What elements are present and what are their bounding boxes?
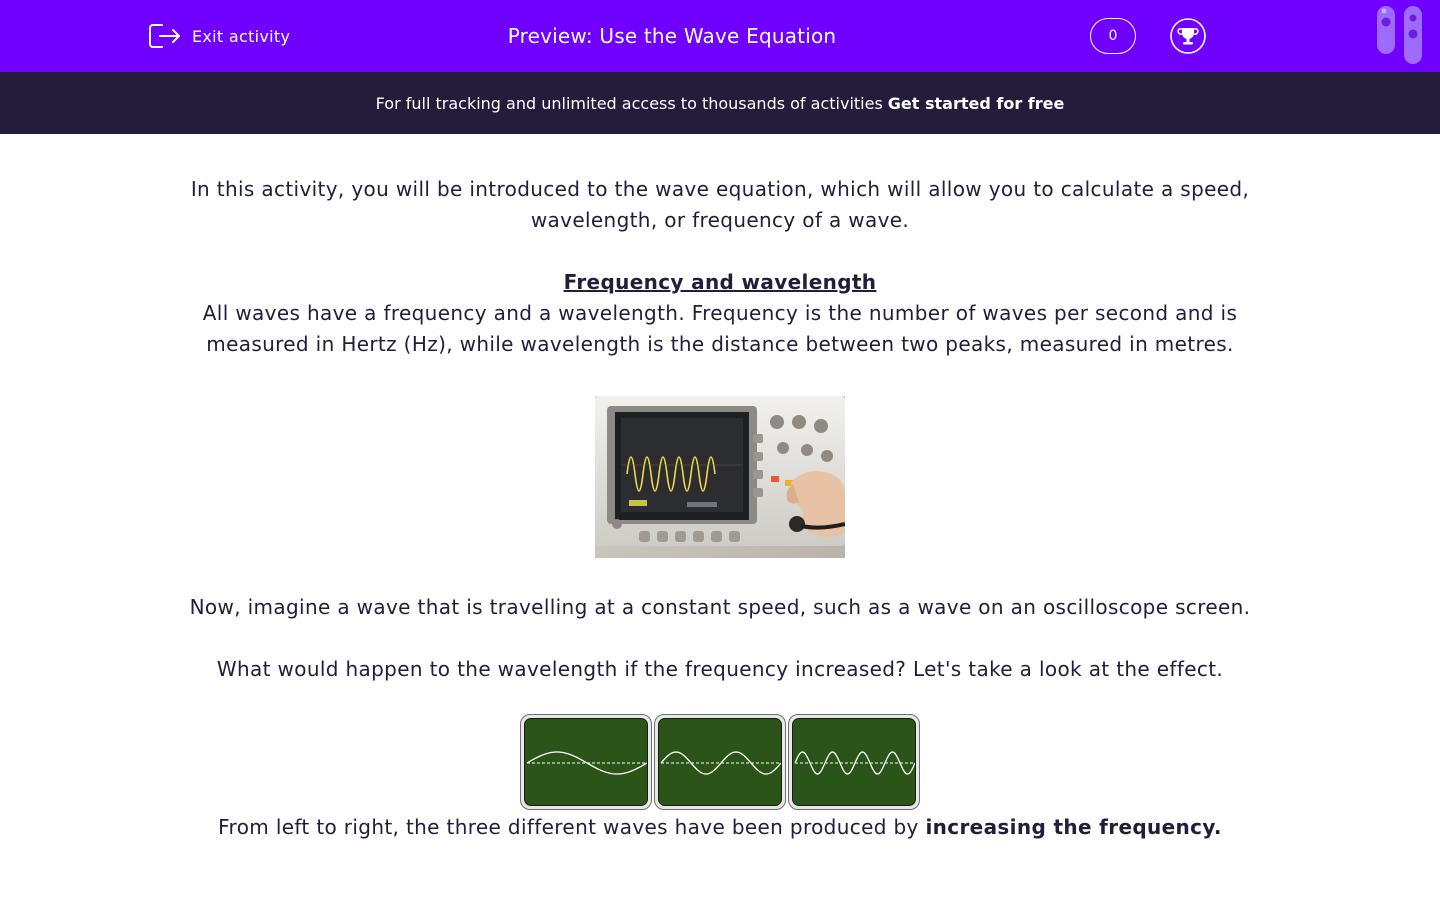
exit-icon [148, 22, 182, 50]
wave-comparison [150, 714, 1290, 812]
activity-content [150, 174, 1290, 843]
promo-banner [0, 72, 1440, 134]
question-paragraph: What would happen to the wavelength if the frequency increased? Let's take a look at the effect. [216, 657, 1224, 681]
wave-panel-medium-frequency [654, 714, 786, 810]
promo-text: For full tracking and unlimited access to thousands of activities [375, 93, 883, 113]
brand-logo-icon [1374, 4, 1426, 66]
trophy-icon[interactable] [1170, 18, 1206, 54]
get-started-link[interactable]: Get started for free [887, 93, 1065, 113]
conclusion-paragraph [150, 812, 1290, 843]
section-heading: Frequency and wavelength [563, 270, 877, 294]
section-paragraph: All waves have a frequency and a wavelength. Frequency is the number of waves per second and is measured in Hertz (Hz), while wavelength is the distance between two peaks, measured in metres. [202, 301, 1238, 356]
intro-paragraph: In this activity, you will be introduced to the wave equation, which will allow you to calculate a speed, wavelength, or frequency of a wave. [190, 177, 1250, 232]
conclusion-text: From left to right, the three different waves have been produced by [218, 815, 919, 839]
wave-panel-low-frequency [520, 714, 652, 810]
exit-activity-button[interactable] [148, 20, 290, 52]
wave-medium-frequency [659, 719, 782, 806]
imagine-paragraph: Now, imagine a wave that is travelling at a constant speed, such as a wave on an oscilloscope screen. [189, 595, 1251, 619]
page-title: Preview: Use the Wave Equation [507, 24, 837, 48]
exit-activity-label: Exit activity [192, 26, 291, 46]
wave-panel-high-frequency [788, 714, 920, 810]
top-header [0, 0, 1440, 72]
score-badge: 0 [1090, 18, 1136, 54]
wave-low-frequency [525, 719, 648, 806]
oscilloscope-photo [595, 396, 845, 558]
conclusion-emphasis: increasing the frequency. [925, 815, 1222, 839]
wave-high-frequency [793, 719, 916, 806]
